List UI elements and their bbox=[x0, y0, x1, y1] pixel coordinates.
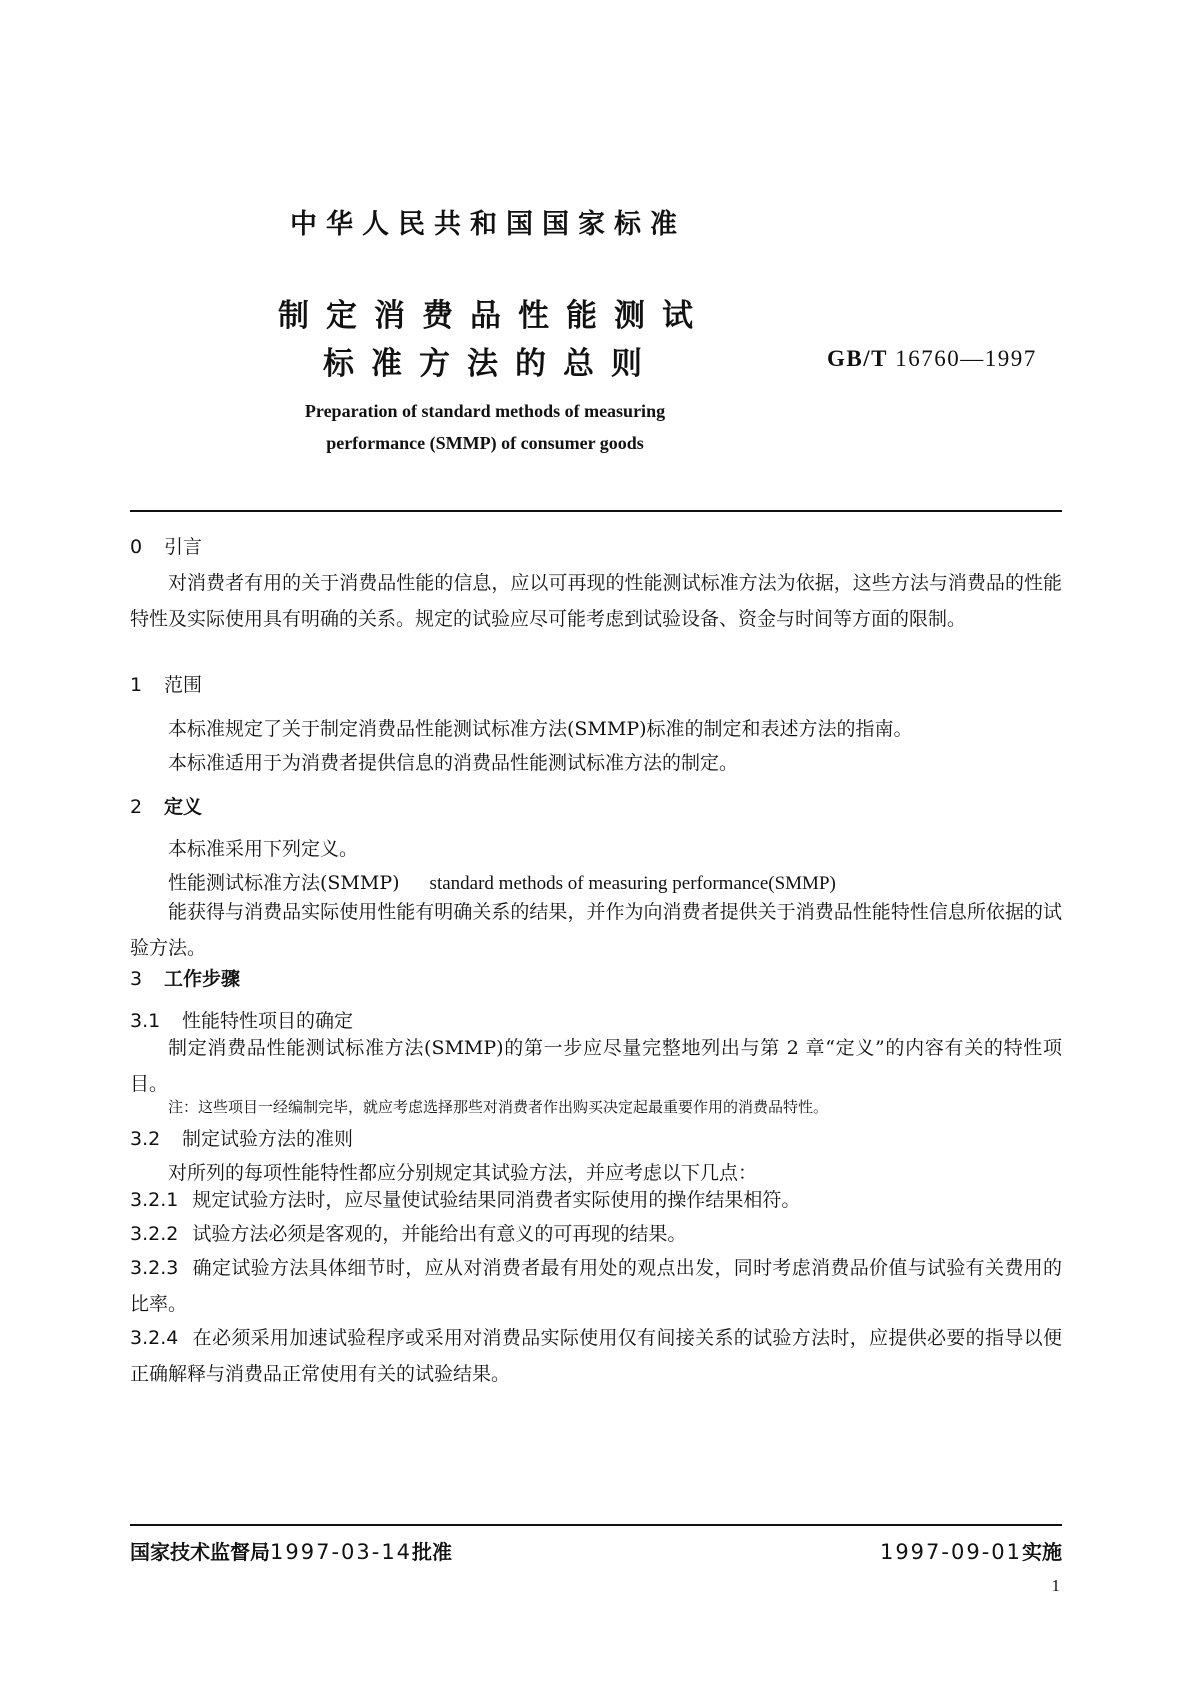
list-item-3-2-3 bbox=[130, 1250, 1062, 1322]
subsection-3-1-text: 制定消费品性能测试标准方法(SMMP)的第一步应尽量完整地列出与第 2 章“定义”的内容有关的特性项目。 bbox=[130, 1037, 1062, 1095]
implementation-label: 实施 bbox=[1022, 1540, 1062, 1564]
list-item-3-2-4 bbox=[130, 1320, 1062, 1392]
national-standard-heading: 中华人民共和国国家标准 bbox=[290, 209, 686, 240]
section-number: 2 bbox=[130, 796, 143, 818]
subsection-3-1-heading bbox=[130, 1006, 353, 1033]
item-text: 试验方法必须是客观的，并能给出有意义的可再现的结果。 bbox=[192, 1223, 687, 1245]
section-2-heading bbox=[130, 792, 202, 819]
title-en-line-2: performance (SMMP) of consumer goods bbox=[326, 433, 644, 453]
approval-date: 1997-03-14 bbox=[270, 1540, 413, 1564]
section-2-paragraph-1: 本标准采用下列定义。 bbox=[168, 838, 359, 860]
section-title: 工作步骤 bbox=[164, 968, 241, 990]
section-1-heading bbox=[130, 670, 202, 697]
section-title: 范围 bbox=[164, 674, 203, 696]
section-title: 引言 bbox=[164, 536, 203, 558]
item-text: 确定试验方法具体细节时，应从对消费者最有用处的观点出发，同时考虑消费品价值与试验有关费用的比率。 bbox=[130, 1257, 1062, 1315]
section-0-text: 对消费者有用的关于消费品性能的信息，应以可再现的性能测试标准方法为依据，这些方法与消费品的性能特性及实际使用具有明确的关系。规定的试验应尽可能考虑到试验设备、资金与时间等方面的限制。 bbox=[130, 572, 1062, 630]
subsection-3-2-text: 对所列的每项性能特性都应分别规定其试验方法，并应考虑以下几点： bbox=[168, 1162, 758, 1184]
section-title: 定义 bbox=[164, 796, 203, 818]
title-en-line-1: Preparation of standard methods of measuring bbox=[304, 401, 666, 421]
implementation-info bbox=[880, 1536, 1062, 1565]
title-cn-line-2: 标准方法的总则 bbox=[323, 346, 659, 382]
definition-term-cn: 性能测试标准方法(SMMP) bbox=[168, 872, 400, 894]
section-0-heading bbox=[130, 532, 202, 559]
implementation-date: 1997-09-01 bbox=[879, 1540, 1022, 1564]
item-number: 3.2.4 bbox=[130, 1327, 179, 1349]
list-item-3-2-1 bbox=[130, 1182, 1062, 1218]
definition-term-en: standard methods of measuring performance(SMMP) bbox=[429, 873, 836, 894]
item-text: 在必须采用加速试验程序或采用对消费品实际使用仅有间接关系的试验方法时，应提供必要的指导以便正确解释与消费品正常使用有关的试验结果。 bbox=[130, 1327, 1062, 1385]
footer-divider bbox=[130, 1524, 1062, 1526]
subsection-title: 性能特性项目的确定 bbox=[182, 1010, 354, 1032]
approval-label: 批准 bbox=[412, 1540, 453, 1564]
list-item-3-2-2 bbox=[130, 1216, 1062, 1252]
subsection-3-1-note: 注：这些项目一经编制完毕，就应考虑选择那些对消费者作出购买决定起最重要作用的消费品特性。 bbox=[168, 1098, 829, 1116]
section-number: 0 bbox=[130, 536, 143, 558]
standard-code-number: 16760—1997 bbox=[895, 346, 1037, 371]
subsection-number: 3.2 bbox=[130, 1128, 161, 1150]
title-cn-line-1: 制定消费品性能测试 bbox=[278, 298, 710, 334]
subsection-3-2-heading bbox=[130, 1124, 353, 1151]
approving-authority: 国家技术监督局 bbox=[130, 1540, 270, 1564]
page-number: 1 bbox=[1051, 1576, 1060, 1595]
header-divider bbox=[130, 510, 1062, 512]
definition-text: 能获得与消费品实际使用性能有明确关系的结果，并作为向消费者提供关于消费品性能特性信息所依据的试验方法。 bbox=[130, 901, 1062, 959]
section-3-heading bbox=[130, 964, 240, 991]
item-number: 3.2.2 bbox=[130, 1223, 179, 1245]
approval-info bbox=[130, 1536, 452, 1565]
item-number: 3.2.3 bbox=[130, 1257, 179, 1279]
subsection-title: 制定试验方法的准则 bbox=[182, 1128, 354, 1150]
subsection-number: 3.1 bbox=[130, 1010, 161, 1032]
section-number: 1 bbox=[130, 674, 143, 696]
standard-code bbox=[827, 346, 1037, 372]
standard-code-prefix: GB/T bbox=[827, 346, 888, 371]
section-1-paragraph-1: 本标准规定了关于制定消费品性能测试标准方法(SMMP)标准的制定和表述方法的指南。 bbox=[168, 718, 913, 740]
item-number: 3.2.1 bbox=[130, 1189, 179, 1211]
section-1-paragraph-2: 本标准适用于为消费者提供信息的消费品性能测试标准方法的制定。 bbox=[168, 752, 739, 774]
section-number: 3 bbox=[130, 968, 143, 990]
definition-term bbox=[168, 868, 836, 895]
item-text: 规定试验方法时，应尽量使试验结果同消费者实际使用的操作结果相符。 bbox=[192, 1189, 801, 1211]
